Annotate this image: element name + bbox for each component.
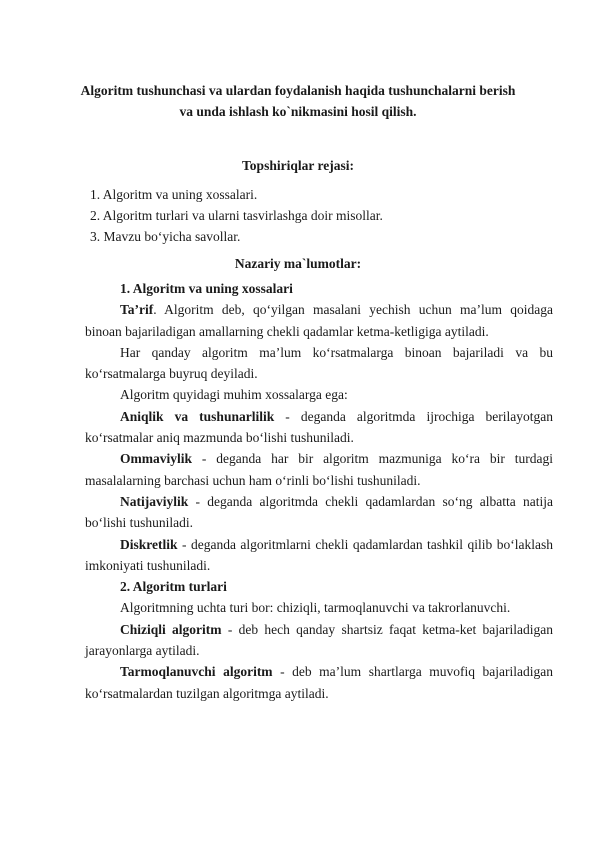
property-text: - deganda har bir algoritm mazmuniga ko‘ra bir turdagi masalalarning barchasi uchun ham o‘rinli bo‘lishi tushuniladi. — [85, 451, 553, 488]
property-text: - deganda algoritmda chekli qadamlardan so‘ng albatta natija bo‘lishi tushuniladi. — [85, 493, 553, 531]
plan-heading: Topshiriqlar rejasi: — [242, 158, 354, 173]
property-term: Natijaviylik — [120, 493, 189, 509]
plan-item: 3. Mavzu bo‘yicha savollar. — [90, 229, 241, 244]
section-1-heading: 1. Algoritm va uning xossalari — [120, 281, 293, 296]
type-paragraph — [85, 661, 553, 704]
type-text: - deb ma’lum shartlarga muvofiq bajariladigan ko‘rsatmalardan tuzilgan algoritmga aytiladi. — [85, 664, 553, 701]
document-title — [60, 80, 536, 122]
type-term: Chiziqli algoritm — [120, 621, 222, 637]
definition-paragraph — [85, 299, 553, 342]
property-term: Aniqlik va tushunarlilik — [120, 408, 275, 424]
title-line-2: va unda ishlash ko`nikmasini hosil qilish. — [179, 104, 417, 119]
property-paragraph — [85, 406, 553, 449]
property-text: - deganda algoritmlarni chekli qadamlardan tashkil qilib bo‘laklash imkoniyati tushuniladi. — [85, 536, 553, 573]
section-2-heading: 2. Algoritm turlari — [120, 579, 227, 595]
property-paragraph — [85, 534, 553, 577]
plan-item: 2. Algoritm turlari va ularni tasvirlashga doir misollar. — [90, 208, 383, 223]
paragraph: Algoritm quyidagi muhim xossalarga ega: — [120, 387, 348, 403]
title-line-1: Algoritm tushunchasi va ulardan foydalanish haqida tushunchalarni berish — [80, 83, 516, 98]
definition-text: . Algoritm deb, qo‘yilgan masalani yechish uchun ma’lum qoidaga binoan bajariladigan amallarning chekli qadamlar ketma-ketligiga aytiladi. — [85, 302, 553, 339]
theory-body — [85, 278, 553, 704]
property-term: Ommaviylik — [120, 451, 193, 467]
plan-item: 1. Algoritm va uning xossalari. — [90, 187, 258, 202]
property-paragraph — [85, 491, 553, 534]
property-term: Diskretlik — [120, 536, 178, 552]
paragraph: Har qanday algoritm ma’lum ko‘rsatmalarga binoan bajariladi va bu ko‘rsatmalarga buyruq deyiladi. — [85, 344, 553, 382]
type-paragraph — [85, 619, 553, 662]
theory-heading: Nazariy ma`lumotlar: — [234, 256, 362, 271]
type-term: Tarmoqlanuvchi algoritm — [120, 664, 273, 680]
definition-term: Ta’rif — [120, 302, 154, 318]
type-text: - deb hech qanday shartsiz faqat ketma-ket bajariladigan jarayonlarga aytiladi. — [85, 621, 553, 659]
paragraph: Algoritmning uchta turi bor: chiziqli, tarmoqlanuvchi va takrorlanuvchi. — [120, 600, 511, 616]
plan-list — [90, 184, 383, 247]
property-text: - deganda algoritmda ijrochiga berilayotgan ko‘rsatmalar aniq mazmunda bo‘lishi tushuniladi. — [85, 408, 553, 446]
property-paragraph — [85, 448, 553, 491]
